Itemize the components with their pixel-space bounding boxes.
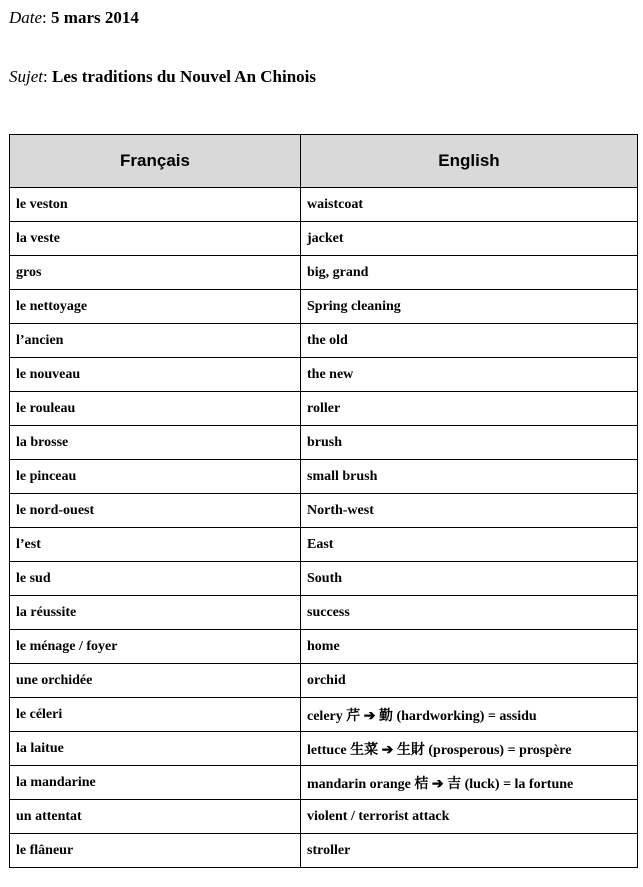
french-term: la brosse (10, 426, 301, 460)
subject-label: Sujet (9, 67, 43, 86)
subject-line: Sujet: Les traditions du Nouvel An Chinois (9, 67, 317, 86)
french-term: le pinceau (10, 460, 301, 494)
french-term: un attentat (10, 800, 301, 834)
english-term: success (301, 596, 638, 630)
table-row (10, 664, 638, 698)
english-term: the new (301, 358, 638, 392)
french-term: la mandarine (10, 766, 301, 800)
french-term: le nord-ouest (10, 494, 301, 528)
table-row (10, 324, 638, 358)
english-term: jacket (301, 222, 638, 256)
french-term: le nettoyage (10, 290, 301, 324)
table-row (10, 698, 638, 732)
column-header-english: English (301, 135, 638, 188)
english-term: celery 芹 ➔ 勤 (hardworking) = assidu (301, 698, 638, 732)
date-label: Date (9, 8, 43, 27)
table-row (10, 800, 638, 834)
table-row (10, 596, 638, 630)
table-row (10, 766, 638, 800)
table-row (10, 630, 638, 664)
english-term: home (301, 630, 638, 664)
french-term: l’ancien (10, 324, 301, 358)
french-term: gros (10, 256, 301, 290)
table-row (10, 290, 638, 324)
english-term: brush (301, 426, 638, 460)
french-term: le veston (10, 188, 301, 222)
english-term: mandarin orange 桔 ➔ 吉 (luck) = la fortune (301, 766, 638, 800)
english-term: small brush (301, 460, 638, 494)
french-term: le ménage / foyer (10, 630, 301, 664)
english-term: roller (301, 392, 638, 426)
vocabulary-table (9, 134, 638, 868)
table-row (10, 358, 638, 392)
table-row (10, 528, 638, 562)
french-term: le flâneur (10, 834, 301, 868)
french-term: le céleri (10, 698, 301, 732)
column-header-francais: Français (10, 135, 301, 188)
english-term: big, grand (301, 256, 638, 290)
table-row (10, 392, 638, 426)
french-term: le sud (10, 562, 301, 596)
table-row (10, 256, 638, 290)
table-header-row (10, 135, 638, 188)
french-term: l’est (10, 528, 301, 562)
table-row (10, 494, 638, 528)
table-row (10, 562, 638, 596)
date-line: Date: 5 mars 2014 (9, 8, 139, 27)
english-term: lettuce 生菜 ➔ 生財 (prosperous) = prospère (301, 732, 638, 766)
table-row (10, 222, 638, 256)
english-term: the old (301, 324, 638, 358)
date-value: 5 mars 2014 (51, 8, 139, 27)
english-term: South (301, 562, 638, 596)
table-row (10, 460, 638, 494)
table-row (10, 732, 638, 766)
english-term: Spring cleaning (301, 290, 638, 324)
english-term: North-west (301, 494, 638, 528)
french-term: le nouveau (10, 358, 301, 392)
english-term: East (301, 528, 638, 562)
french-term: une orchidée (10, 664, 301, 698)
english-term: stroller (301, 834, 638, 868)
french-term: la veste (10, 222, 301, 256)
subject-value: Les traditions du Nouvel An Chinois (51, 67, 317, 86)
english-term: waistcoat (301, 188, 638, 222)
table-row (10, 188, 638, 222)
table-row (10, 426, 638, 460)
french-term: le rouleau (10, 392, 301, 426)
english-term: orchid (301, 664, 638, 698)
english-term: violent / terrorist attack (301, 800, 638, 834)
french-term: la laitue (10, 732, 301, 766)
french-term: la réussite (10, 596, 301, 630)
table-row (10, 834, 638, 868)
